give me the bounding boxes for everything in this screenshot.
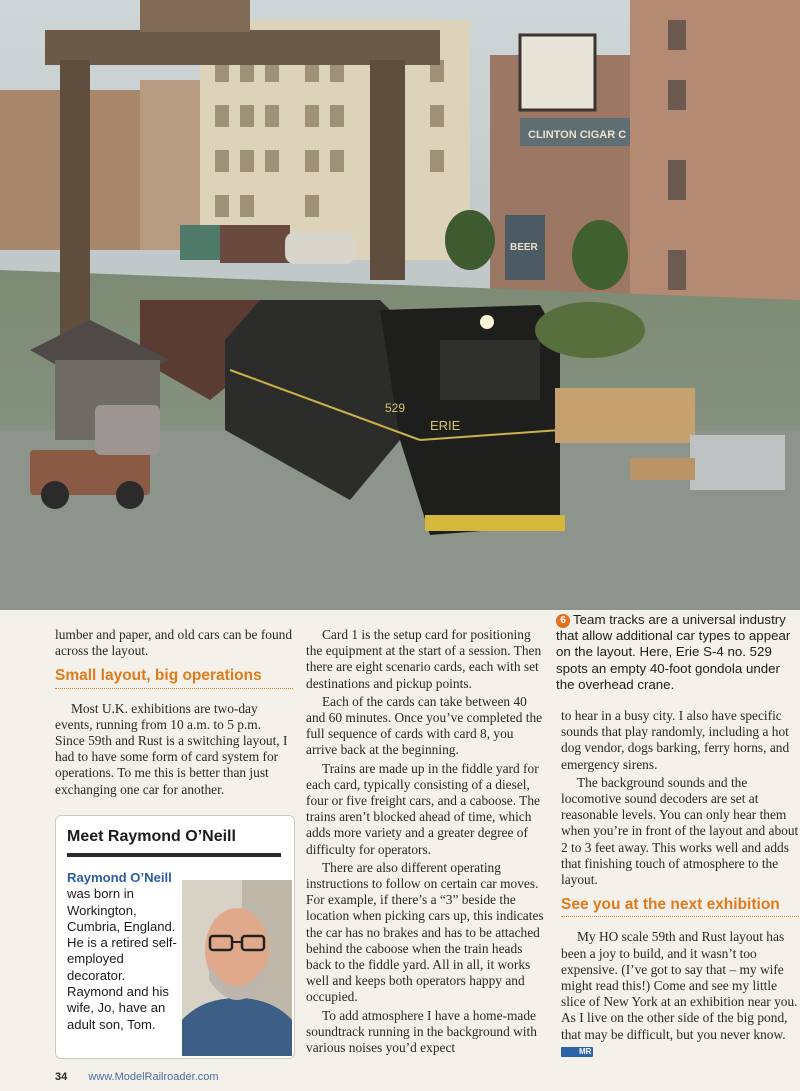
page-number: 34: [55, 1071, 68, 1083]
paragraph: Each of the cards can take between 40 and 60 minutes. Once you’ve completed the full sequence of cards with card 8, you arrive back at the beginning.: [306, 693, 543, 758]
photo-caption: [556, 612, 800, 693]
paragraph: There are also different operating instructions to follow on certain car moves. For example, if there’s a “3” beside the location when picking cars up, this indicates the car has no brakes and has to be attached behind the caboose when the train heads back to the fiddle yard. All in all, it works well and keeps both operators happy and occupied.: [306, 859, 544, 1005]
section-heading: Small layout, big operations: [55, 668, 293, 688]
paragraph: To add atmosphere I have a home-made soundtrack running in the background with various noises you’d expect: [306, 1007, 537, 1056]
paragraph: lumber and paper, and old cars can be found across the layout.: [55, 627, 293, 659]
end-mark: MR: [561, 1047, 593, 1057]
paragraph: Card 1 is the setup card for positioning the equipment at the start of a session. Then there are eight scenario cards, each with set destinations and pickup points.: [306, 627, 542, 691]
loco-road-name: ERIE: [430, 418, 461, 433]
website-link[interactable]: www.ModelRailroader.com: [88, 1071, 219, 1083]
page-footer: [55, 1071, 219, 1083]
column-2: [306, 627, 544, 1056]
column-3: [561, 708, 799, 1059]
billboard-text: BEER: [510, 242, 538, 253]
building-sign-text: CLINTON CIGAR C: [528, 129, 627, 141]
section-heading: See you at the next exhibition: [561, 897, 799, 917]
paragraph: to hear in a busy city. I also have specific sounds that play randomly, including a hot dog vendor, dogs barking, ferry horns, and emergency sirens.: [561, 708, 790, 772]
closing-paragraph-text: My HO scale 59th and Rust layout has been a joy to build, and it wasn’t too expensive. (I’ve got to say that – my wife might read this!) Come and see my little slice of New York at an exhibition near you. As I live on the other side of the big pond, that may be difficult, but you never know.: [561, 929, 798, 1042]
column-1: [55, 627, 293, 798]
sidebar-bio: [67, 870, 179, 1033]
paragraph: [561, 929, 799, 1059]
author-portrait: [182, 880, 292, 1056]
author-name: Raymond O’Neill: [67, 870, 172, 885]
paragraph: Trains are made up in the fiddle yard for each card, typically consisting of a diesel, four or five freight cars, and a caboose. The trains aren’t blocked ahead of time, which adds more variety and a greater degree of difficulty for operators.: [306, 760, 540, 857]
author-bio-text: was born in Workington, Cumbria, England. He is a retired self-employed decorator. Raymond and his wife, Jo, have an adult son, Tom.: [67, 886, 177, 1032]
sidebar-title: Meet Raymond O’Neill: [67, 828, 281, 857]
caption-number-badge: 6: [556, 614, 570, 628]
author-sidebar: [55, 815, 295, 1059]
paragraph: The background sounds and the locomotive sound decoders are set at reasonable levels. You can only hear them when you’re in front of the layout and about 2 to 3 feet away. This works well and adds that finishing touch of atmosphere to the layout.: [561, 774, 799, 888]
paragraph: Most U.K. exhibitions are two-day events, running from 10 a.m. to 5 p.m. Since 59th and Rust is a switching layout, I had to have some form of card system for operations. To me this is better than just exchanging one car for another.: [55, 700, 288, 797]
loco-number: 529: [385, 401, 406, 415]
caption-text: Team tracks are a universal industry that allow additional car types to appear on the layout. Here, Erie S-4 no. 529 spots an empty 40-foot gondola under the overhead crane.: [556, 612, 791, 692]
